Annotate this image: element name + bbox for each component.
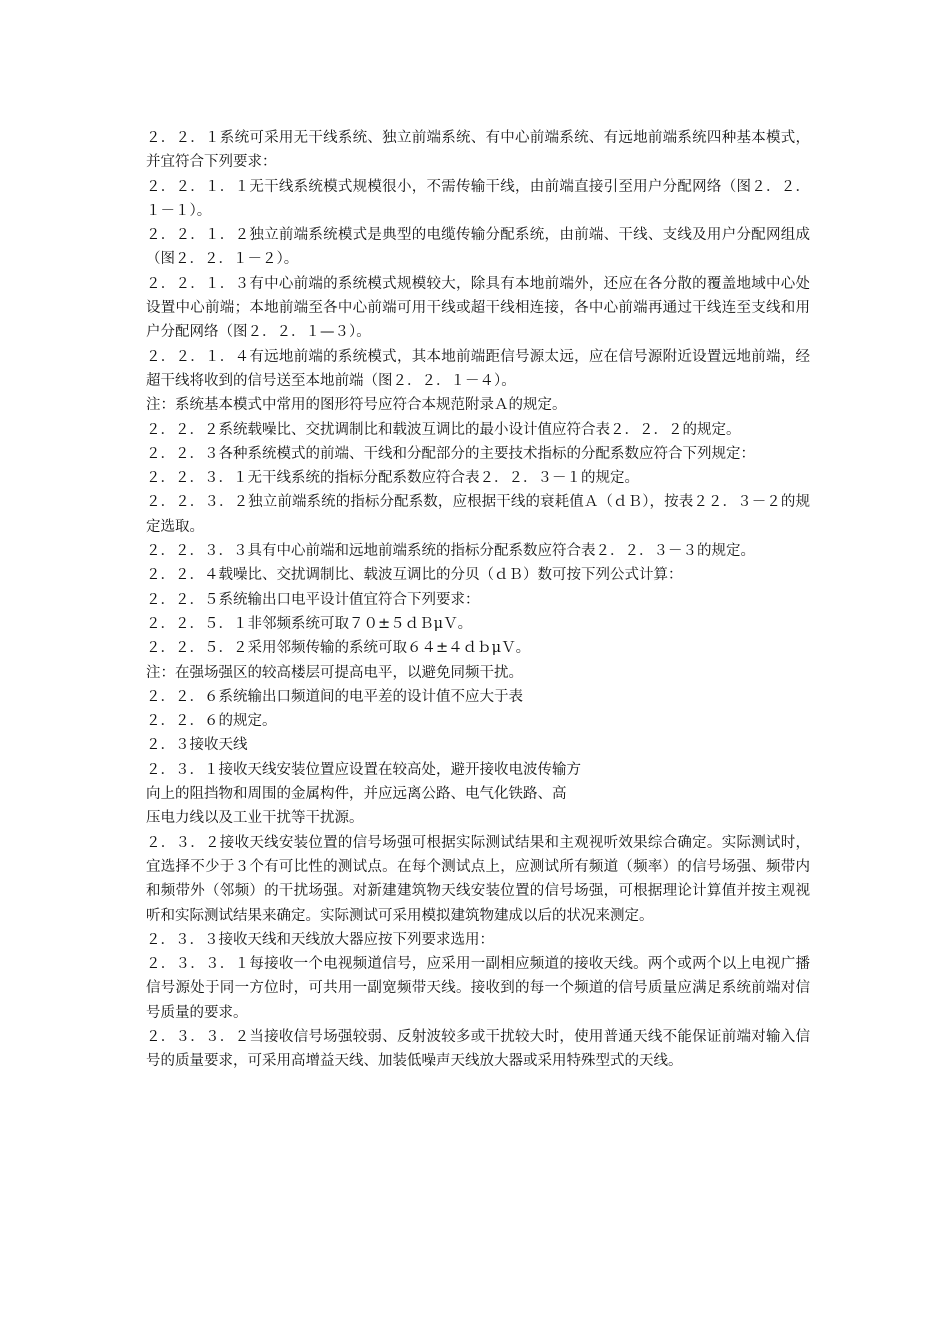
paragraph: ２．３．３．２当接收信号场强较弱、反射波较多或干扰较大时，使用普通天线不能保证前端对输入信号的质量要求，可采用高增益天线、加装低噪声天线放大器或采用特殊型式的天线。 [146, 1028, 810, 1070]
paragraph: ２．２．１系统可采用无干线系统、独立前端系统、有中心前端系统、有远地前端系统四种基本模式，并宜符合下列要求： [146, 130, 810, 171]
paragraph: ２．２．５．１非邻频系统可取７０±５ｄＢμＶ。 [146, 615, 473, 632]
note: 注：在强场强区的较高楼层可提高电平，以避免同频干扰。 [146, 664, 523, 681]
paragraph: ２．２．６的规定。 [146, 713, 277, 730]
paragraph: ２．２．１．３有中心前端的系统模式规模较大，除具有本地前端外，还应在各分散的覆盖地域中心处设置中心前端；本地前端至各中心前端可用干线或超干线相连接，各中心前端再通过干线连至支线和用户分配网络（图２．２．１—３）。 [146, 275, 810, 341]
paragraph: ２．２．５．２采用邻频传输的系统可取６４±４ｄｂμＶ。 [146, 640, 531, 657]
paragraph: ２．２．１．４有远地前端的系统模式，其本地前端距信号源太远，应在信号源附近设置远地前端，经超干线将收到的信号送至本地前端（图２．２．１－４）。 [146, 348, 810, 389]
document-body [146, 126, 810, 1074]
paragraph: ２．２．４载噪比、交扰调制比、载波互调比的分贝（ｄＢ）数可按下列公式计算： [146, 567, 683, 584]
paragraph: ２．２．１．１无干线系统模式规模很小，不需传输干线，由前端直接引至用户分配网络（图２．２．１－１）。 [146, 178, 810, 219]
paragraph: ２．３．３接收天线和天线放大器应按下列要求选用： [146, 931, 494, 948]
paragraph: ２．２．３．１无干线系统的指标分配系数应符合表２．２．３－１的规定。 [146, 470, 639, 487]
paragraph: ２．２．１．２独立前端系统模式是典型的电缆传输分配系统，由前端、干线、支线及用户分配网组成（图２．２．１－２）。 [146, 227, 810, 268]
paragraph: 压电力线以及工业干扰等干扰源。 [146, 810, 364, 827]
paragraph: ２．２．３．３具有中心前端和远地前端系统的指标分配系数应符合表２．２．３－３的规定。 [146, 543, 755, 560]
paragraph: ２．３．２接收天线安装位置的信号场强可根据实际测试结果和主观视听效果综合确定。实际测试时，宜选择不少于３个有可比性的测试点。在每个测试点上，应测试所有频道（频率）的信号场强、频带内和频带外（邻频）的干扰场强。对新建建筑物天线安装位置的信号场强，可根据理论计算值并按主观视听和实际测试结果来确定。实际测试可采用模拟建筑物建成以后的状况来测定。 [146, 834, 810, 924]
paragraph: ２．３．３．１每接收一个电视频道信号，应采用一副相应频道的接收天线。两个或两个以上电视广播信号源处于同一方位时，可共用一副宽频带天线。接收到的每一个频道的信号质量应满足系统前端对信号质量的要求。 [146, 956, 810, 1021]
paragraph: ２．２．３各种系统模式的前端、干线和分配部分的主要技术指标的分配系数应符合下列规定： [146, 445, 755, 462]
paragraph: ２．３．１接收天线安装位置应设置在较高处，避开接收电波传输方 [146, 761, 581, 778]
paragraph: ２．２．２系统载噪比、交扰调制比和载波互调比的最小设计值应符合表２．２．２的规定。 [146, 421, 741, 438]
note: 注：系统基本模式中常用的图形符号应符合本规范附录Ａ的规定。 [146, 397, 567, 414]
paragraph: ２．２．６系统输出口频道间的电平差的设计值不应大于表 [146, 688, 523, 705]
paragraph: ２．２．５系统输出口电平设计值宜符合下列要求： [146, 591, 480, 608]
paragraph: ２．２．３．２独立前端系统的指标分配系数，应根据干线的衰耗值Ａ（ｄＢ），按表２２．３－２的规定选取。 [146, 494, 810, 535]
paragraph: 向上的阻挡物和周围的金属构件，并应远离公路、电气化铁路、高 [146, 786, 567, 803]
section-heading: ２．３接收天线 [146, 737, 248, 754]
